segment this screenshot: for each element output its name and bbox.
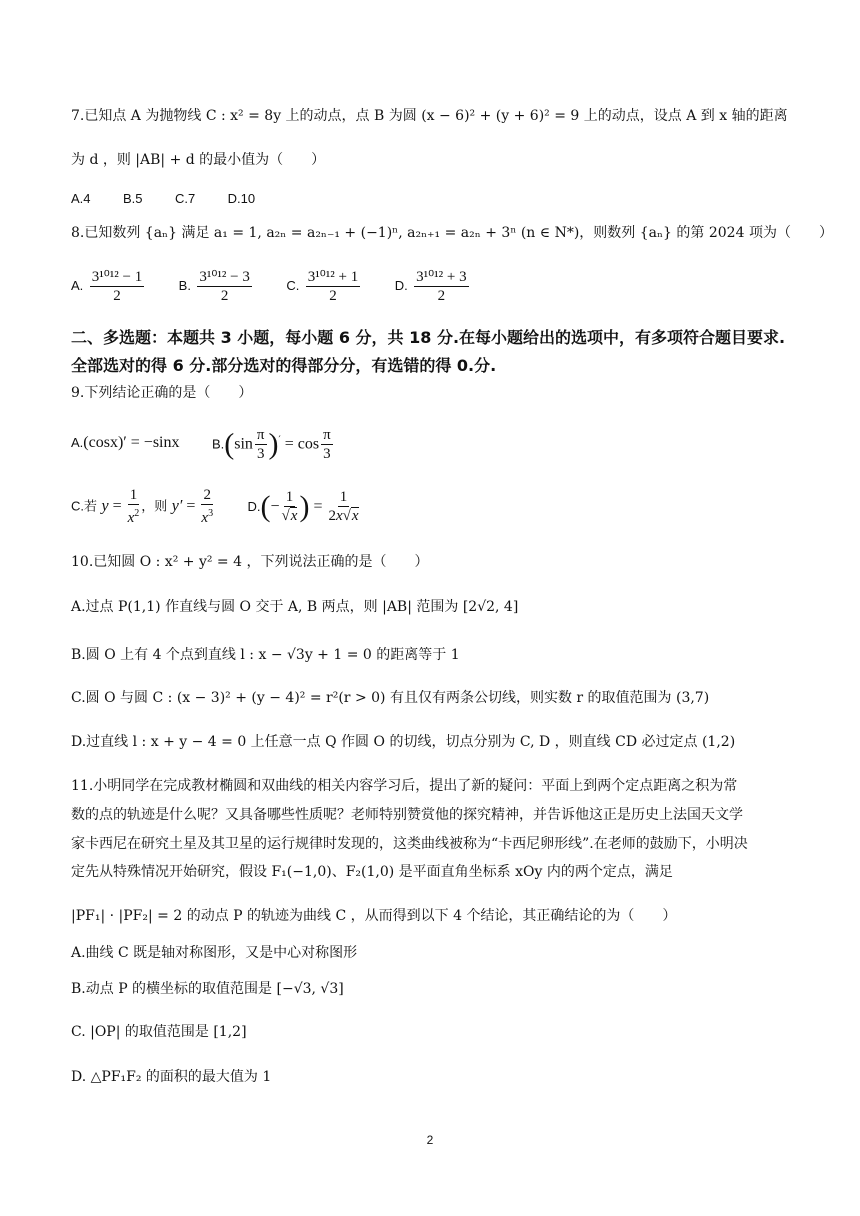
- q10-option-d: D.过直线 l : x + y − 4 = 0 上任意一点 Q 作圆 O 的切线，切点分别为 C, D ，则直线 CD 必过定点 (1,2): [71, 734, 736, 750]
- q9-row-ab: [71, 421, 363, 465]
- q11-option-a: A.曲线 C 既是轴对称图形，又是中心对称图形: [71, 945, 358, 961]
- q10-stem: 10.已知圆 O : x² + y² = 4 ，下列说法正确的是（ ）: [71, 554, 429, 570]
- q8-option-a: A. $\frac{\text{3¹⁰¹² − 1}}{2}$: [71, 268, 143, 304]
- q11-option-c: C. |OP| 的取值范围是 [1,2]: [71, 1024, 247, 1040]
- q7-line-2: 为 d ，则 |AB| + d 的最小值为（ ）: [71, 152, 326, 168]
- q7-option-d: D.10: [227, 191, 256, 206]
- q9-option-a: A.(cosx)′ = −sinx: [71, 433, 180, 451]
- q7-line-1: 7.已知点 A 为抛物线 C : x² = 8y 上的动点，点 B 为圆 (x − 6)² + (y + 6)² = 9 上的动点，设点 A 到 x 轴的距离: [71, 108, 788, 124]
- q11-option-b: B.动点 P 的横坐标的取值范围是 [−√3, √3]: [71, 981, 344, 997]
- q9-stem: 9.下列结论正确的是（ ）: [71, 385, 253, 401]
- q11-option-d: D. △PF₁F₂ 的面积的最大值为 1: [71, 1069, 272, 1085]
- q11-line-2: 数的点的轨迹是什么呢？又具备哪些性质呢？老师特别赞赏他的探究精神，并告诉他这正是历史上法国天文学: [71, 807, 743, 823]
- fraction: $\frac{\text{3¹⁰¹² + 3}}{2}$: [416, 268, 467, 304]
- q11-line-1: 11.小明同学在完成教材椭圆和双曲线的相关内容学习后，提出了新的疑问：平面上到两个定点距离之积为常: [71, 778, 738, 794]
- q8-option-b: B. $\frac{\text{3¹⁰¹² − 3}}{2}$: [178, 268, 250, 304]
- q9-option-d: D.(− $\frac{1}{√x}$ ) = $\frac{1}{2x√x}$: [247, 489, 359, 524]
- q9-row-cd: [71, 486, 389, 527]
- q9-option-c: C.若 y = $\frac{1}{x^2}$ ，则 y′ = $\frac{2}{x^3}$: [71, 487, 214, 526]
- q7-option-c: C.7: [174, 191, 196, 206]
- section-2-heading: 二、多选题：本题共 3 小题，每小题 6 分，共 18 分.在每小题给出的选项中，有多项符合题目要求.全部选对的得 6 分.部分选对的得部分分，有选错的得 0.分.: [71, 328, 786, 375]
- q11-line-4: 定先从特殊情况开始研究，假设 F₁(−1,0)、F₂(1,0) 是平面直角坐标系 xOy 内的两个定点，满足: [71, 864, 673, 880]
- q11-line-5: |PF₁| · |PF₂| = 2 的动点 P 的轨迹为曲线 C ，从而得到以下 4 个结论，其正确结论的为（ ）: [71, 908, 677, 924]
- q11-line-3: 家卡西尼在研究土星及其卫星的运行规律时发现的，这类曲线被称为“卡西尼卵形线”.在老师的鼓励下，小明决: [71, 836, 748, 852]
- q10-option-c: C.圆 O 与圆 C : (x − 3)² + (y − 4)² = r²(r > 0) 有且仅有两条公切线，则实数 r 的取值范围为 (3,7): [71, 690, 710, 706]
- fraction: $\frac{\text{3¹⁰¹² − 3}}{2}$: [199, 268, 250, 304]
- q8-option-d: D. $\frac{\text{3¹⁰¹² + 3}}{2}$: [394, 268, 467, 304]
- page-number: 2: [426, 1133, 434, 1147]
- q8-options: [71, 266, 499, 306]
- q7-option-b: B.5: [122, 191, 143, 206]
- q7-option-a: A.4: [71, 191, 91, 206]
- q10-option-b: B.圆 O 上有 4 个点到直线 l : x − √3y + 1 = 0 的距离等于 1: [71, 647, 460, 663]
- fraction: $\frac{\text{3¹⁰¹² − 1}}{2}$: [91, 268, 143, 304]
- q8-stem: 8.已知数列 {aₙ} 满足 a₁ = 1, a₂ₙ = a₂ₙ₋₁ + (−1)ⁿ, a₂ₙ₊₁ = a₂ₙ + 3ⁿ (n ∈ N*)，则数列 {aₙ} 的第 2024 项为（ ）: [71, 225, 833, 241]
- q8-option-c: C. $\frac{\text{3¹⁰¹² + 1}}{2}$: [286, 268, 359, 304]
- fraction: $\frac{\text{3¹⁰¹² + 1}}{2}$: [307, 268, 359, 304]
- q9-option-b: B.(sin $\frac{\pi}{3}$ )′ = cos $\frac{\pi}{3}$: [211, 427, 331, 463]
- q7-options: [71, 189, 283, 209]
- q10-option-a: A.过点 P(1,1) 作直线与圆 O 交于 A, B 两点，则 |AB| 范围为 [2√2, 4]: [71, 599, 519, 615]
